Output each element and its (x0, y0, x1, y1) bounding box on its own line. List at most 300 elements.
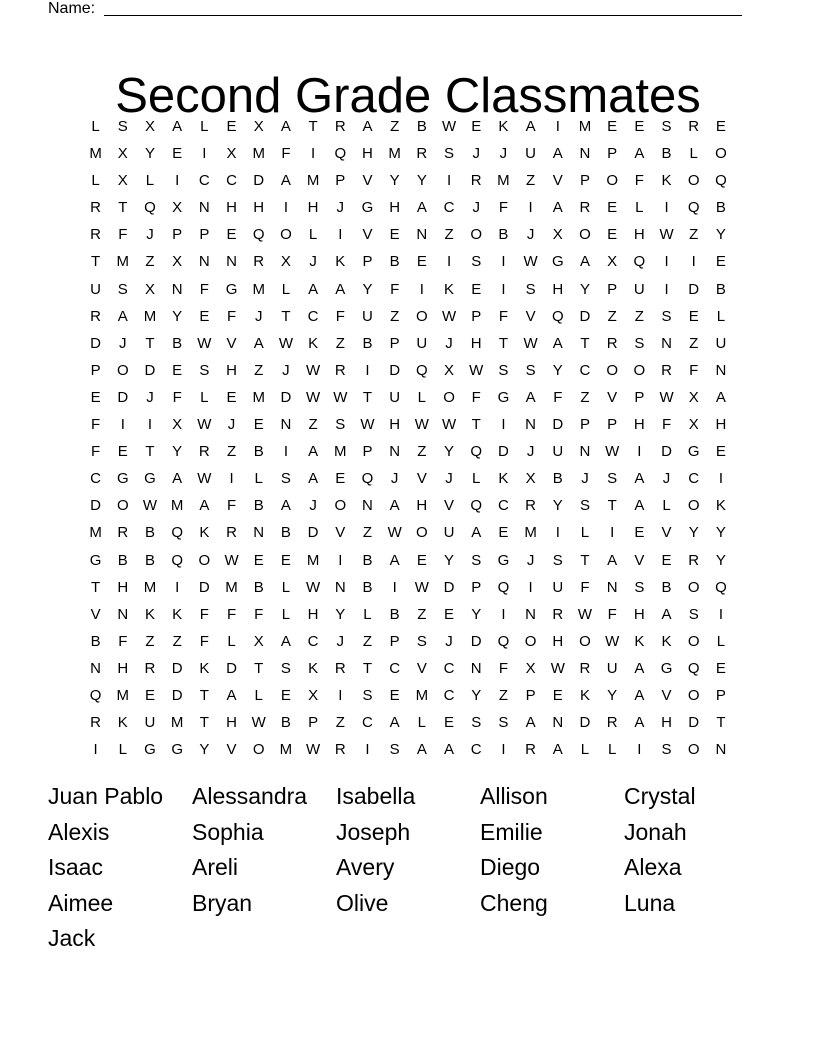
grid-letter: C (688, 470, 700, 488)
grid-letter: T (91, 253, 101, 271)
grid-letter: N (389, 443, 401, 461)
grid-letter: S (688, 605, 699, 623)
grid-letter: J (227, 416, 236, 434)
grid-letter: E (444, 714, 455, 732)
grid-letter: S (199, 361, 210, 379)
grid-letter: S (280, 659, 291, 677)
grid-letter: R (334, 741, 346, 759)
grid-letter: B (389, 605, 400, 623)
grid-letter: M (497, 172, 510, 190)
grid-letter: E (335, 470, 346, 488)
grid-letter: L (363, 605, 372, 623)
grid-letter: U (525, 145, 537, 163)
grid-letter: Q (715, 172, 727, 190)
grid-letter: H (552, 280, 564, 298)
grid-letter: F (199, 632, 209, 650)
grid-letter: K (172, 605, 183, 623)
grid-letter: V (607, 388, 618, 406)
grid-letter: G (89, 551, 102, 569)
grid-letter: L (254, 686, 263, 704)
grid-letter: E (634, 118, 645, 135)
grid-letter: O (579, 632, 591, 650)
word-list-item: Jonah (624, 818, 687, 845)
grid-letter: X (144, 280, 155, 298)
grid-letter: W (441, 118, 457, 135)
grid-letter: F (498, 199, 508, 217)
grid-letter: U (389, 388, 401, 406)
grid-letter: Y (552, 497, 563, 515)
grid-letter: V (226, 334, 237, 352)
grid-letter: R (90, 226, 102, 244)
grid-letter: U (552, 578, 564, 596)
grid-letter: X (226, 145, 237, 163)
grid-letter: S (362, 686, 373, 704)
grid-letter: I (338, 551, 343, 569)
grid-letter: Z (226, 443, 237, 461)
grid-letter: J (499, 145, 508, 163)
grid-letter: X (607, 253, 618, 271)
grid-letter: E (607, 118, 618, 135)
grid-letter: N (280, 416, 292, 434)
grid-letter: W (414, 578, 429, 596)
grid-letter: D (171, 659, 183, 677)
grid-letter: L (91, 118, 100, 135)
grid-letter: J (336, 199, 345, 217)
grid-letter: A (634, 686, 645, 704)
grid-letter: W (387, 524, 402, 542)
grid-letter: V (634, 551, 645, 569)
grid-letter: A (607, 551, 618, 569)
grid-letter: Z (172, 632, 182, 650)
grid-letter: W (577, 605, 593, 623)
grid-letter: O (280, 226, 292, 244)
grid-letter: D (307, 524, 319, 542)
grid-letter: Y (715, 551, 726, 569)
grid-letter: O (606, 172, 618, 190)
grid-letter: M (116, 253, 130, 271)
grid-letter: U (633, 280, 645, 298)
grid-letter: R (525, 741, 537, 759)
grid-letter: W (605, 632, 620, 650)
grid-letter: E (253, 551, 264, 569)
grid-letter: S (471, 551, 482, 569)
grid-letter: W (550, 659, 565, 677)
grid-letter: K (199, 524, 210, 542)
grid-letter: D (552, 416, 564, 434)
name-label: Name: (48, 0, 96, 17)
grid-letter: F (498, 307, 508, 325)
grid-letter: O (416, 307, 428, 325)
grid-letter: B (715, 199, 726, 217)
grid-letter: I (175, 578, 180, 596)
grid-letter: I (664, 199, 669, 217)
grid-letter: F (580, 578, 590, 596)
grid-letter: K (661, 632, 672, 650)
grid-letter: Q (470, 497, 483, 515)
grid-letter: X (308, 686, 319, 704)
grid-letter: I (528, 578, 533, 596)
grid-letter: M (170, 497, 184, 515)
grid-letter: P (90, 361, 101, 379)
grid-letter: H (307, 199, 319, 217)
grid-letter: S (661, 307, 672, 325)
grid-letter: B (362, 578, 373, 596)
grid-letter: I (283, 199, 288, 217)
grid-letter: Q (334, 145, 347, 163)
grid-letter: E (607, 199, 618, 217)
grid-letter: N (525, 605, 537, 623)
grid-letter: U (606, 659, 618, 677)
grid-letter: Z (308, 416, 318, 434)
grid-letter: A (525, 388, 536, 406)
grid-letter: J (309, 253, 317, 271)
grid-letter: L (308, 226, 318, 244)
grid-letter: I (365, 361, 370, 379)
word-list-item: Avery (336, 854, 395, 880)
grid-letter: B (172, 334, 183, 352)
grid-letter: L (472, 470, 481, 488)
grid-letter: D (688, 280, 700, 298)
grid-letter: W (659, 226, 674, 244)
grid-letter: V (416, 470, 427, 488)
grid-letter: B (661, 578, 672, 596)
letter-grid (82, 113, 735, 763)
grid-letter: X (253, 118, 264, 135)
grid-letter: N (198, 253, 210, 271)
grid-letter: H (470, 334, 482, 352)
grid-letter: O (334, 497, 347, 515)
grid-letter: A (253, 334, 264, 352)
grid-letter: B (144, 551, 155, 569)
grid-letter: Z (580, 388, 590, 406)
grid-letter: E (144, 686, 155, 704)
grid-letter: I (338, 686, 343, 704)
grid-letter: F (390, 280, 400, 298)
grid-letter: X (253, 632, 264, 650)
grid-letter: P (389, 334, 400, 352)
grid-letter: N (171, 280, 183, 298)
grid-letter: S (471, 714, 482, 732)
grid-letter: O (687, 632, 700, 650)
grid-letter: I (120, 416, 125, 434)
grid-letter: K (335, 253, 346, 271)
grid-letter: A (280, 497, 291, 515)
grid-letter: C (497, 497, 509, 515)
grid-letter: L (716, 307, 726, 325)
grid-letter: T (118, 199, 128, 217)
grid-letter: Y (362, 280, 373, 298)
grid-letter: E (389, 686, 400, 704)
grid-letter: F (471, 388, 481, 406)
word-list-item: Alexa (624, 854, 682, 880)
grid-letter: M (89, 524, 102, 542)
grid-letter: P (362, 253, 373, 271)
grid-letter: P (715, 686, 726, 704)
grid-letter: D (497, 443, 509, 461)
grid-letter: D (90, 497, 102, 515)
grid-letter: U (416, 334, 428, 352)
grid-letter: E (715, 443, 726, 461)
grid-letter: F (199, 280, 209, 298)
grid-letter: S (634, 334, 645, 352)
grid-letter: S (661, 741, 672, 759)
grid-letter: L (145, 172, 155, 190)
grid-letter: L (580, 524, 590, 542)
grid-letter: H (117, 578, 129, 596)
grid-letter: N (362, 497, 373, 515)
grid-letter: U (552, 443, 564, 461)
grid-letter: T (580, 334, 590, 352)
grid-letter: A (117, 307, 128, 325)
grid-letter: M (306, 551, 320, 569)
grid-letter: O (633, 361, 646, 379)
grid-letter: P (335, 172, 346, 190)
grid-letter: Z (417, 443, 427, 461)
grid-letter: E (498, 524, 509, 542)
grid-letter: X (280, 253, 291, 271)
grid-letter: S (389, 741, 400, 759)
grid-letter: O (524, 632, 537, 650)
grid-letter: R (90, 199, 102, 217)
grid-letter: H (552, 632, 564, 650)
grid-letter: L (254, 470, 263, 488)
grid-letter: O (687, 497, 700, 515)
grid-letter: H (389, 416, 401, 434)
grid-letter: N (253, 524, 265, 542)
grid-letter: P (199, 226, 210, 244)
grid-letter: D (579, 307, 591, 325)
word-list-item: Alessandra (192, 783, 308, 809)
grid-letter: G (225, 280, 238, 298)
grid-letter: Z (362, 632, 373, 650)
grid-letter: C (389, 659, 401, 677)
grid-letter: A (308, 470, 319, 488)
grid-letter: S (661, 118, 672, 135)
grid-letter: P (308, 714, 319, 732)
grid-letter: A (172, 118, 183, 135)
grid-letter: D (280, 388, 292, 406)
grid-letter: G (497, 388, 510, 406)
grid-letter: A (199, 497, 210, 515)
grid-letter: I (365, 741, 370, 759)
word-list-item: Alexis (48, 818, 110, 845)
grid-letter: Q (687, 659, 700, 677)
grid-letter: F (172, 388, 182, 406)
grid-letter: I (610, 524, 615, 542)
grid-letter: O (687, 741, 700, 759)
grid-letter: T (362, 388, 373, 406)
grid-letter: W (605, 443, 620, 461)
grid-letter: A (634, 714, 645, 732)
grid-letter: W (360, 416, 375, 434)
grid-letter: P (607, 416, 618, 434)
grid-letter: X (525, 470, 536, 488)
grid-letter: I (446, 253, 452, 271)
grid-letter: F (498, 659, 508, 677)
grid-letter: W (197, 470, 212, 488)
grid-letter: Y (444, 551, 455, 569)
grid-letter: A (552, 199, 563, 217)
grid-letter: E (117, 443, 128, 461)
grid-letter: Q (416, 361, 428, 379)
grid-letter: M (279, 741, 293, 759)
grid-letter: W (523, 253, 538, 271)
grid-letter: A (471, 524, 482, 542)
grid-letter: I (555, 118, 560, 135)
grid-letter: M (225, 578, 238, 596)
grid-letter: M (578, 118, 592, 135)
grid-letter: Z (390, 118, 400, 135)
grid-letter: E (280, 551, 291, 569)
grid-letter: E (253, 416, 264, 434)
grid-letter: G (144, 470, 156, 488)
grid-letter: I (446, 172, 452, 190)
grid-letter: F (118, 226, 128, 244)
grid-letter: E (280, 686, 291, 704)
grid-letter: J (472, 199, 480, 217)
grid-letter: P (579, 172, 590, 190)
grid-letter: F (226, 307, 237, 325)
grid-letter: I (93, 741, 98, 759)
grid-letter: O (198, 551, 211, 569)
grid-letter: A (389, 497, 400, 515)
grid-letter: Z (254, 361, 264, 379)
grid-letter: S (634, 578, 645, 596)
grid-letter: V (552, 172, 563, 190)
grid-letter: B (253, 497, 264, 515)
grid-letter: X (552, 226, 563, 244)
grid-letter: J (119, 334, 127, 352)
grid-letter: W (306, 578, 321, 596)
page-title: Second Grade Classmates (115, 68, 701, 123)
grid-letter: S (416, 632, 427, 650)
grid-letter: T (580, 551, 590, 569)
grid-letter: E (90, 388, 101, 406)
grid-letter: I (664, 280, 669, 298)
grid-letter: B (280, 524, 291, 542)
grid-letter: N (525, 416, 537, 434)
grid-letter: X (688, 388, 699, 406)
grid-letter: K (634, 632, 645, 650)
grid-letter: B (253, 443, 264, 461)
grid-letter: M (170, 714, 184, 732)
grid-letter: A (280, 172, 291, 190)
grid-letter: T (498, 334, 508, 352)
grid-letter: E (416, 253, 427, 271)
grid-letter: Q (252, 226, 265, 244)
grid-letter: E (688, 307, 699, 325)
grid-letter: E (389, 226, 400, 244)
grid-letter: R (579, 659, 591, 677)
grid-letter: A (389, 714, 400, 732)
grid-letter: L (417, 388, 427, 406)
grid-letter: I (202, 145, 207, 163)
grid-letter: W (469, 361, 484, 379)
grid-letter: W (659, 388, 674, 406)
grid-letter: B (389, 253, 400, 271)
grid-letter: Y (144, 145, 155, 163)
grid-letter: X (444, 361, 455, 379)
grid-letter: O (416, 524, 428, 542)
grid-letter: G (660, 659, 673, 677)
grid-letter: E (634, 524, 645, 542)
grid-letter: R (334, 118, 346, 135)
grid-letter: T (281, 307, 291, 325)
grid-letter: W (441, 307, 457, 325)
grid-letter: G (687, 443, 700, 461)
grid-letter: I (664, 253, 669, 271)
grid-letter: Z (335, 714, 345, 732)
grid-letter: C (90, 470, 102, 488)
grid-letter: R (688, 118, 700, 135)
grid-letter: D (389, 361, 401, 379)
grid-letter: Z (390, 307, 400, 325)
grid-letter: A (634, 470, 645, 488)
grid-letter: Z (498, 686, 508, 704)
grid-letter: L (281, 578, 291, 596)
grid-letter: E (444, 605, 455, 623)
grid-letter: D (579, 714, 591, 732)
name-field (48, 0, 748, 18)
grid-letter: B (253, 578, 264, 596)
grid-letter: A (280, 632, 291, 650)
grid-letter: K (308, 659, 319, 677)
grid-letter: P (471, 578, 482, 596)
word-list-item: Isabella (336, 783, 416, 809)
grid-letter: T (254, 659, 264, 677)
grid-letter: V (444, 497, 455, 515)
grid-letter: M (415, 686, 429, 704)
grid-letter: U (443, 524, 455, 542)
grid-letter: J (282, 361, 290, 379)
grid-letter: E (172, 361, 183, 379)
grid-letter: S (444, 145, 455, 163)
grid-letter: C (307, 632, 319, 650)
grid-letter: Y (715, 226, 726, 244)
grid-letter: F (634, 172, 644, 190)
grid-letter: T (145, 334, 155, 352)
grid-letter: F (335, 307, 345, 325)
grid-letter: I (501, 605, 506, 623)
word-list-item: Areli (192, 854, 239, 880)
grid-letter: F (91, 416, 101, 434)
grid-letter: N (606, 578, 618, 596)
grid-letter: I (175, 172, 180, 190)
grid-letter: S (471, 253, 482, 271)
grid-letter: N (470, 659, 482, 677)
word-list-item: Luna (624, 889, 676, 916)
grid-letter: D (688, 714, 700, 732)
grid-letter: I (283, 443, 288, 461)
grid-letter: M (143, 307, 157, 325)
grid-letter: S (117, 118, 128, 135)
grid-letter: Y (172, 307, 183, 325)
grid-letter: Y (471, 605, 482, 623)
grid-letter: N (715, 361, 727, 379)
grid-letter: Z (607, 307, 617, 325)
grid-letter: M (306, 172, 320, 190)
grid-letter: S (607, 470, 618, 488)
grid-letter: N (117, 605, 129, 623)
grid-letter: O (687, 172, 700, 190)
grid-letter: H (633, 416, 645, 434)
grid-letter: S (498, 714, 509, 732)
grid-letter: S (525, 280, 536, 298)
grid-letter: I (637, 443, 642, 461)
grid-letter: W (306, 388, 321, 406)
grid-letter: R (117, 524, 129, 542)
grid-letter: N (552, 714, 564, 732)
